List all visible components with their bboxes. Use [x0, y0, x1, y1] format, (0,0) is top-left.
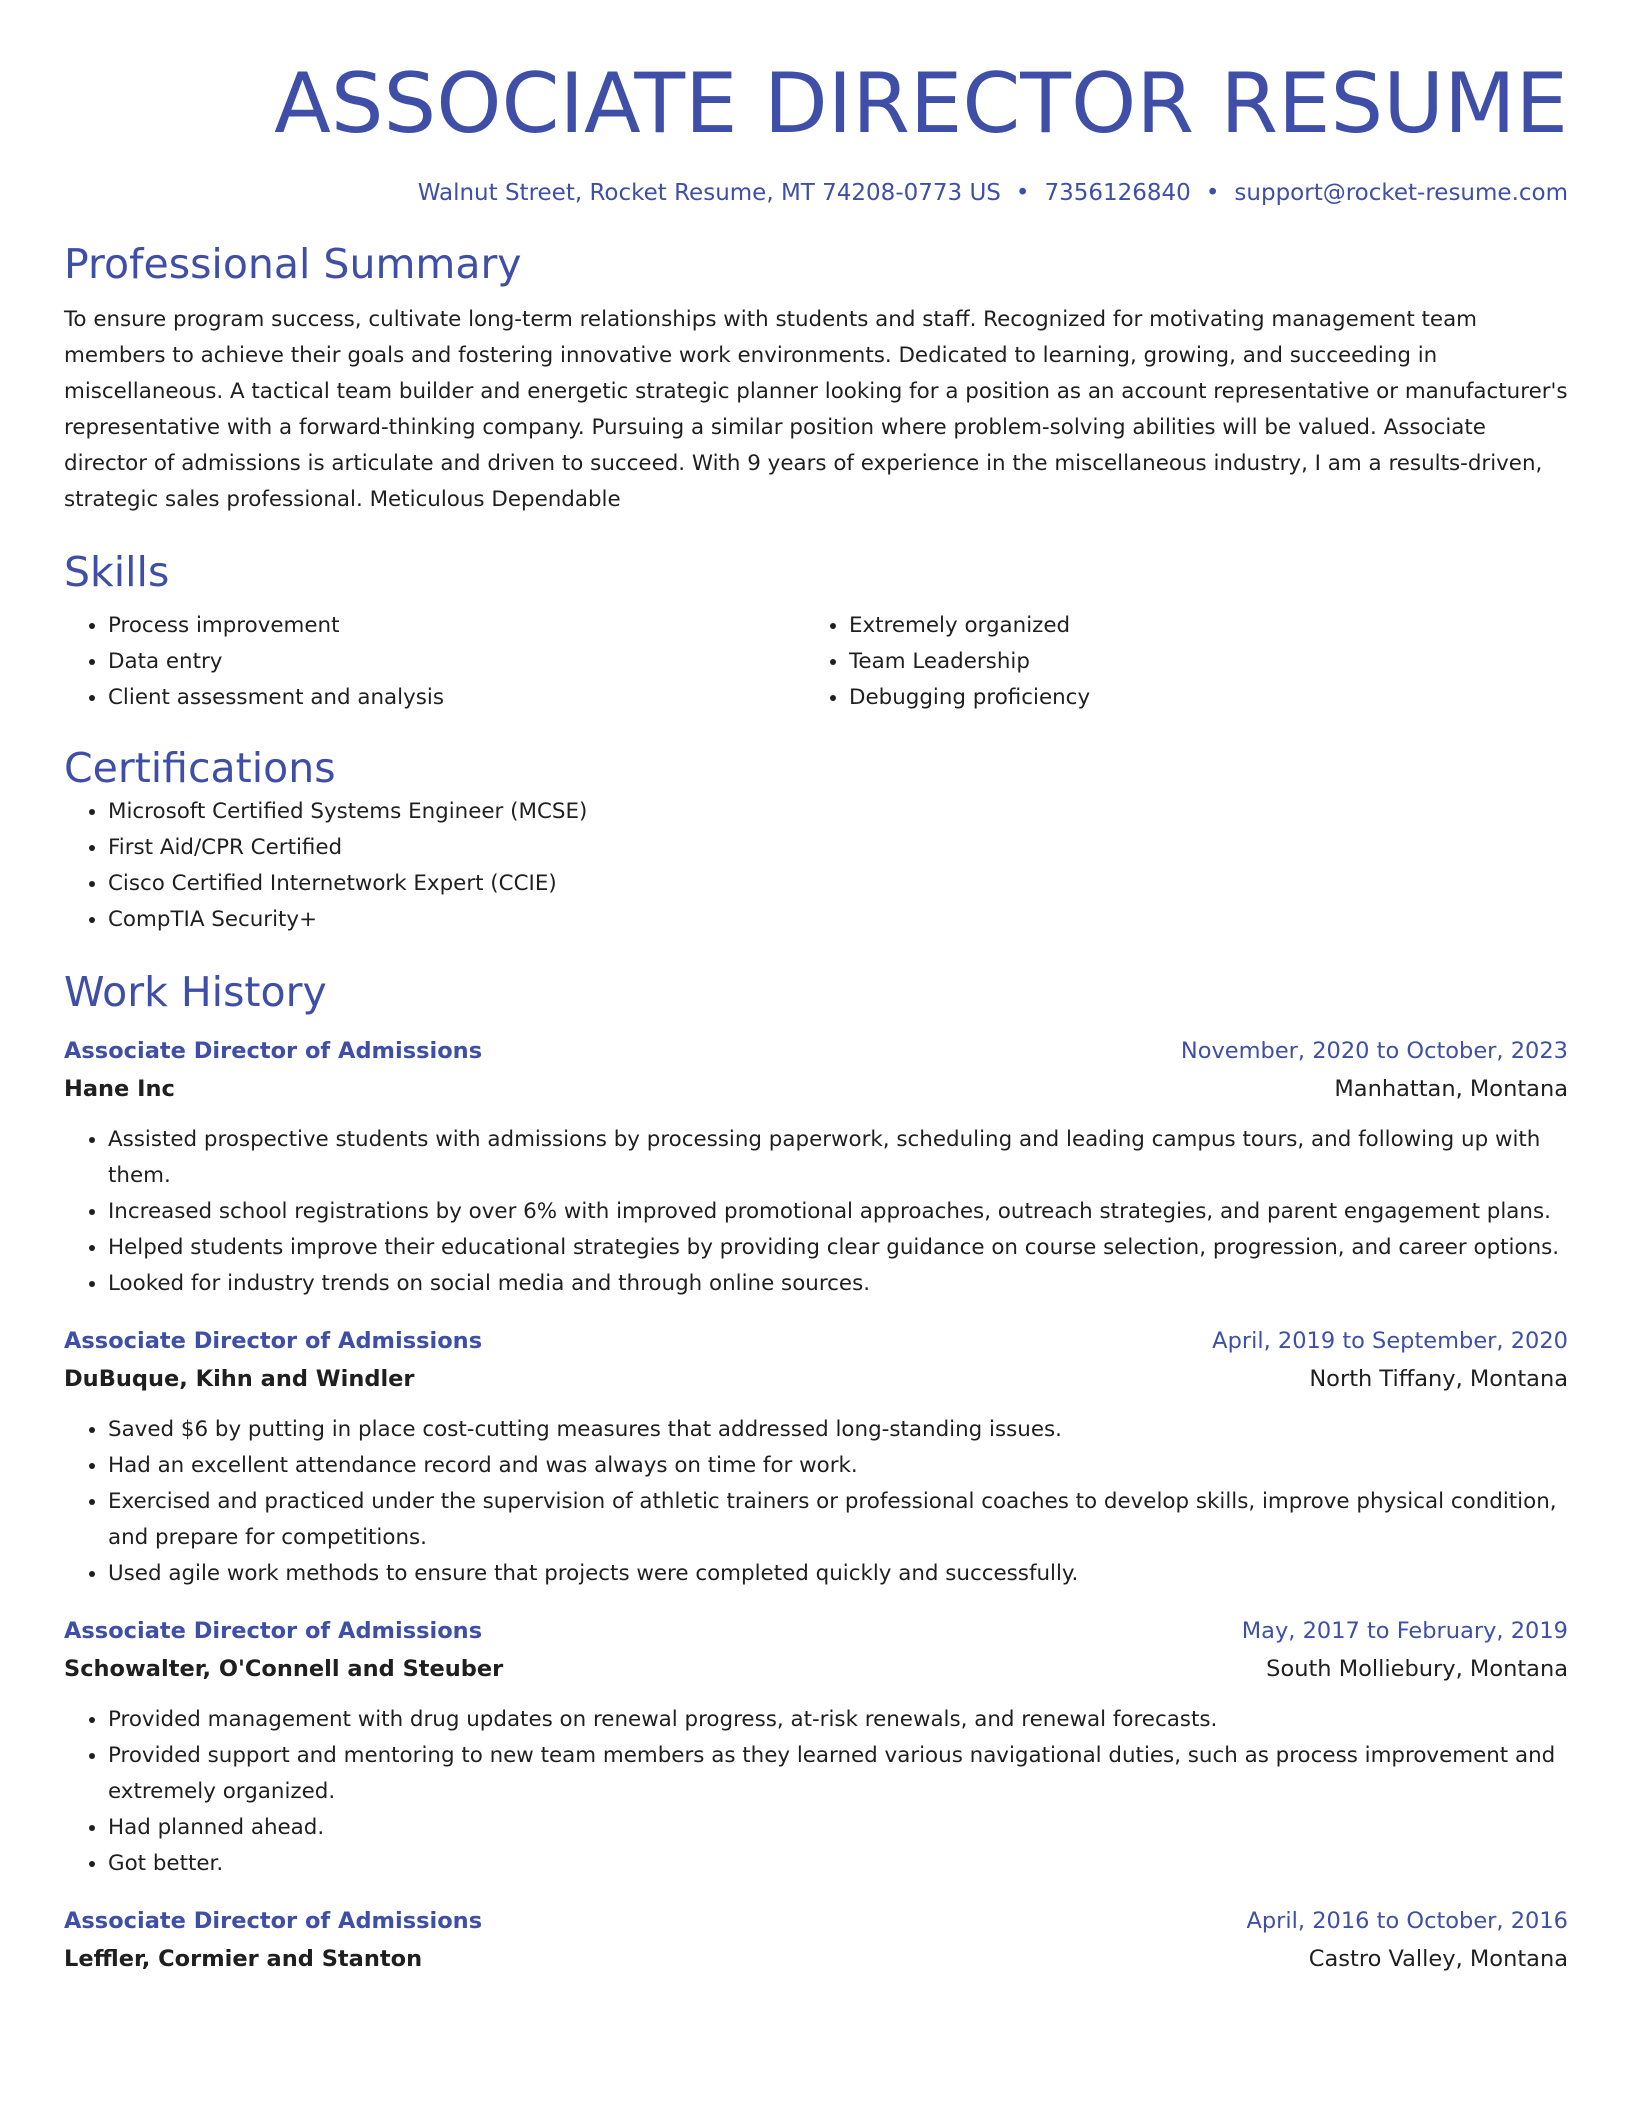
job-bullets	[64, 1412, 1568, 1592]
work-history-heading: Work History	[64, 968, 327, 1016]
summary-heading: Professional Summary	[64, 240, 522, 288]
job-bullet: • Had an excellent attendance record and was always on time for work.	[108, 1448, 1568, 1484]
job-bullets	[64, 1122, 1568, 1302]
job-bullet: • Looked for industry trends on social media and through online sources.	[108, 1266, 1568, 1302]
skills-heading: Skills	[64, 548, 170, 596]
job-bullet: • Provided management with drug updates on renewal progress, at-risk renewals, and renewal forecasts.	[108, 1702, 1568, 1738]
skill-item: • Extremely organized	[849, 608, 1568, 644]
job-entry	[64, 1032, 1568, 1302]
job-company: DuBuque, Kihn and Windler	[64, 1366, 415, 1392]
job-entry	[64, 1322, 1568, 1592]
job-header-row	[64, 1902, 1568, 1940]
skills-section	[64, 546, 1568, 716]
certification-item: • CompTIA Security+	[108, 902, 1568, 938]
certifications-heading: Certifications	[64, 744, 336, 792]
job-location: Manhattan, Montana	[1334, 1076, 1568, 1102]
job-entry	[64, 1612, 1568, 1882]
job-dates: May, 2017 to February, 2019	[1241, 1618, 1568, 1644]
job-title: Associate Director of Admissions	[64, 1038, 483, 1064]
skills-list-right	[805, 608, 1568, 716]
contact-separator: •	[1015, 180, 1030, 206]
certification-item: • Microsoft Certified Systems Engineer (MCSE)	[108, 794, 1568, 830]
job-bullet: • Helped students improve their educational strategies by providing clear guidance on course selection, progression, and career options.	[108, 1230, 1568, 1266]
certifications-section	[64, 742, 1568, 938]
job-bullets	[64, 1702, 1568, 1882]
job-bullet: • Used agile work methods to ensure that projects were completed quickly and successfully.	[108, 1556, 1568, 1592]
resume-title: ASSOCIATE DIRECTOR RESUME	[274, 55, 1568, 152]
contact-separator: •	[1205, 180, 1220, 206]
skill-item: • Process improvement	[108, 608, 805, 644]
work-history-section	[64, 966, 1568, 1978]
contact-phone: 7356126840	[1044, 180, 1191, 206]
job-location: Castro Valley, Montana	[1308, 1946, 1568, 1972]
job-company: Hane Inc	[64, 1076, 175, 1102]
certifications-list	[64, 794, 1568, 938]
job-location: North Tiffany, Montana	[1309, 1366, 1568, 1392]
job-header-row	[64, 1612, 1568, 1650]
skill-item: • Debugging proficiency	[849, 680, 1568, 716]
certification-item: • First Aid/CPR Certified	[108, 830, 1568, 866]
job-bullet: • Provided support and mentoring to new team members as they learned various navigational duties, such as process improvement and extremely organized.	[108, 1738, 1568, 1810]
job-dates: April, 2016 to October, 2016	[1246, 1908, 1568, 1934]
job-company-row	[64, 1940, 1568, 1978]
job-company: Leffler, Cormier and Stanton	[64, 1946, 423, 1972]
job-bullet: • Increased school registrations by over 6% with improved promotional approaches, outreach strategies, and parent engagement plans.	[108, 1194, 1568, 1230]
job-header-row	[64, 1032, 1568, 1070]
skills-grid	[64, 608, 1568, 716]
job-bullet: • Exercised and practiced under the supervision of athletic trainers or professional coaches to develop skills, improve physical condition, and prepare for competitions.	[108, 1484, 1568, 1556]
summary-section	[64, 238, 1568, 518]
skills-list-left	[64, 608, 805, 716]
job-title: Associate Director of Admissions	[64, 1908, 483, 1934]
job-title: Associate Director of Admissions	[64, 1328, 483, 1354]
job-bullet: • Saved $6 by putting in place cost-cutting measures that addressed long-standing issues.	[108, 1412, 1568, 1448]
job-company-row	[64, 1650, 1568, 1688]
job-dates: November, 2020 to October, 2023	[1180, 1038, 1568, 1064]
skill-item: • Client assessment and analysis	[108, 680, 805, 716]
contact-address: Walnut Street, Rocket Resume, MT 74208-0773 US	[417, 180, 1001, 206]
job-title: Associate Director of Admissions	[64, 1618, 483, 1644]
contact-email[interactable]: support@rocket-resume.com	[1234, 180, 1568, 206]
job-company: Schowalter, O'Connell and Steuber	[64, 1656, 504, 1682]
job-bullet: • Got better.	[108, 1846, 1568, 1882]
skill-item: • Data entry	[108, 644, 805, 680]
job-bullet: • Had planned ahead.	[108, 1810, 1568, 1846]
job-dates: April, 2019 to September, 2020	[1212, 1328, 1568, 1354]
summary-text: To ensure program success, cultivate long-term relationships with students and staff. Recognized for motivating management team members to achieve their goals and fostering innovative work environments. Dedicated to learning, growing, and succeeding in miscellaneous. A tactical team builder and energetic strategic planner looking for a position as an account representative or manufacturer's representative with a forward-thinking company. Pursuing a similar position where problem-solving abilities will be valued. Associate director of admissions is articulate and driven to succeed. With 9 years of experience in the miscellaneous industry, I am a results-driven, strategic sales professional. Meticulous Dependable	[64, 307, 1568, 512]
job-bullet: • Assisted prospective students with admissions by processing paperwork, scheduling and leading campus tours, and following up with them.	[108, 1122, 1568, 1194]
job-company-row	[64, 1070, 1568, 1108]
job-location: South Molliebury, Montana	[1266, 1656, 1568, 1682]
certification-item: • Cisco Certified Internetwork Expert (CCIE)	[108, 866, 1568, 902]
job-entry	[64, 1902, 1568, 1978]
job-header-row	[64, 1322, 1568, 1360]
skill-item: • Team Leadership	[849, 644, 1568, 680]
contact-line	[64, 178, 1568, 208]
job-company-row	[64, 1360, 1568, 1398]
